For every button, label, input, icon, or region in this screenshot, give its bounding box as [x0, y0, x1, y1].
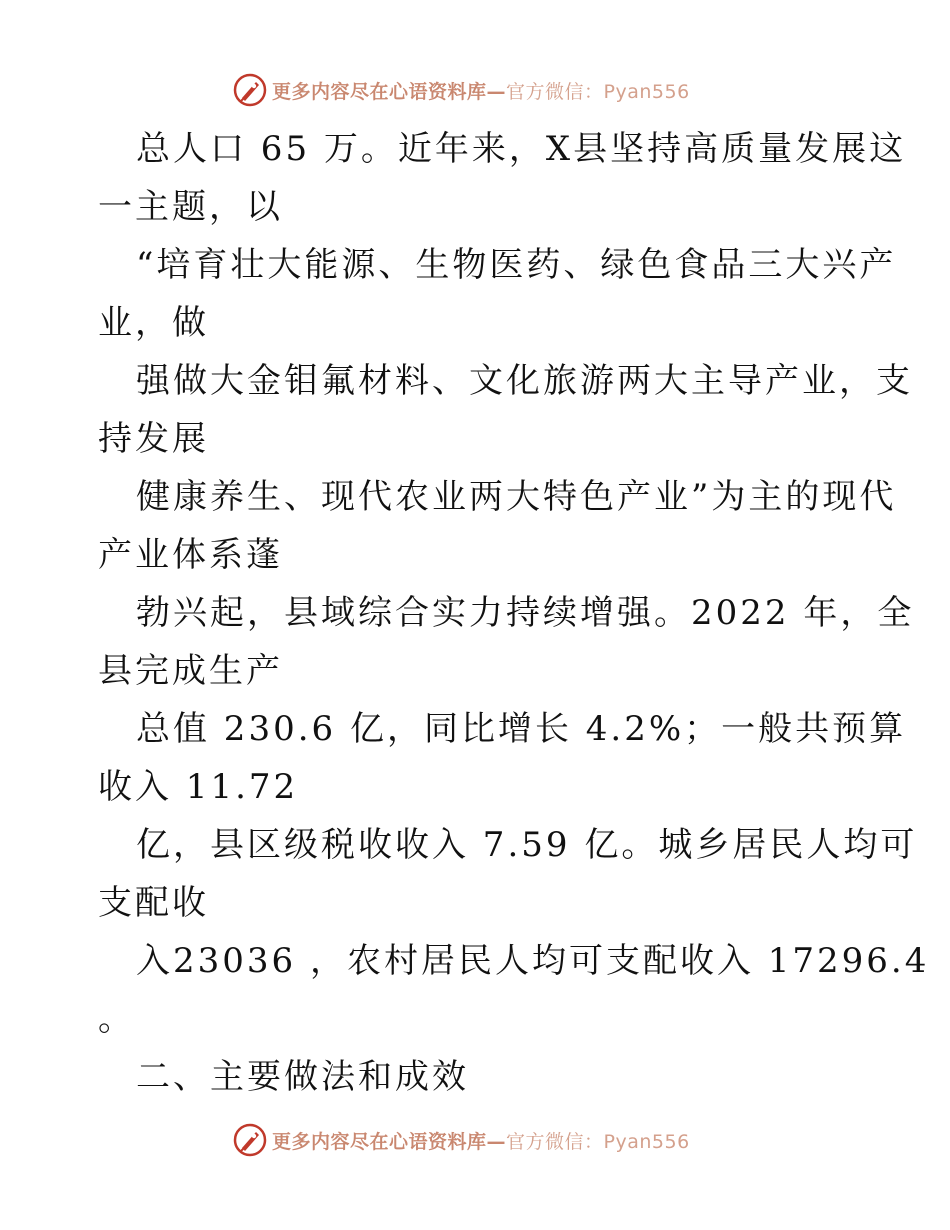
text-line-10: 县完成生产	[98, 651, 283, 691]
header-banner	[232, 70, 690, 110]
banner-contact: 官方微信：Pyan556	[506, 1130, 690, 1153]
text-line-13: 亿，县区级税收收入 7.59 亿。城乡居民人均可	[136, 825, 918, 865]
text-line-12: 收入 11.72	[98, 767, 299, 807]
banner-text: 更多内容尽在心语资料库—	[272, 1130, 507, 1153]
text-line-16: 。	[98, 999, 135, 1039]
banner-text: 更多内容尽在心语资料库—	[272, 80, 507, 103]
pen-nib-logo-icon	[232, 72, 268, 108]
text-line-8: 产业体系蓬	[98, 535, 283, 575]
text-line-14: 支配收	[98, 883, 209, 923]
footer-banner	[232, 1120, 690, 1160]
text-line-15: 入23036 ，农村居民人均可支配收入 17296.4	[136, 941, 930, 981]
text-line-3: “培育壮大能源、生物医药、绿色食品三大兴产	[136, 245, 897, 285]
text-line-9: 勃兴起，县域综合实力持续增强。2022 年，全	[136, 593, 915, 633]
document-body	[98, 120, 930, 1106]
text-line-4: 业，做	[98, 303, 209, 343]
text-line-6: 持发展	[98, 419, 209, 459]
text-line-7: 健康养生、现代农业两大特色产业”为主的现代	[136, 477, 897, 517]
pen-nib-logo-icon	[232, 1122, 268, 1158]
text-line-5: 强做大金钼氟材料、文化旅游两大主导产业，支	[136, 361, 913, 401]
text-line-1: 总人口 65 万。近年来，X县坚持高质量发展这	[136, 129, 907, 169]
text-line-11: 总值 230.6 亿，同比增长 4.2%；一般共预算	[136, 709, 907, 749]
banner-contact: 官方微信：Pyan556	[506, 80, 690, 103]
text-line-2: 一主题，以	[98, 187, 283, 227]
section-heading: 二、主要做法和成效	[136, 1057, 469, 1097]
